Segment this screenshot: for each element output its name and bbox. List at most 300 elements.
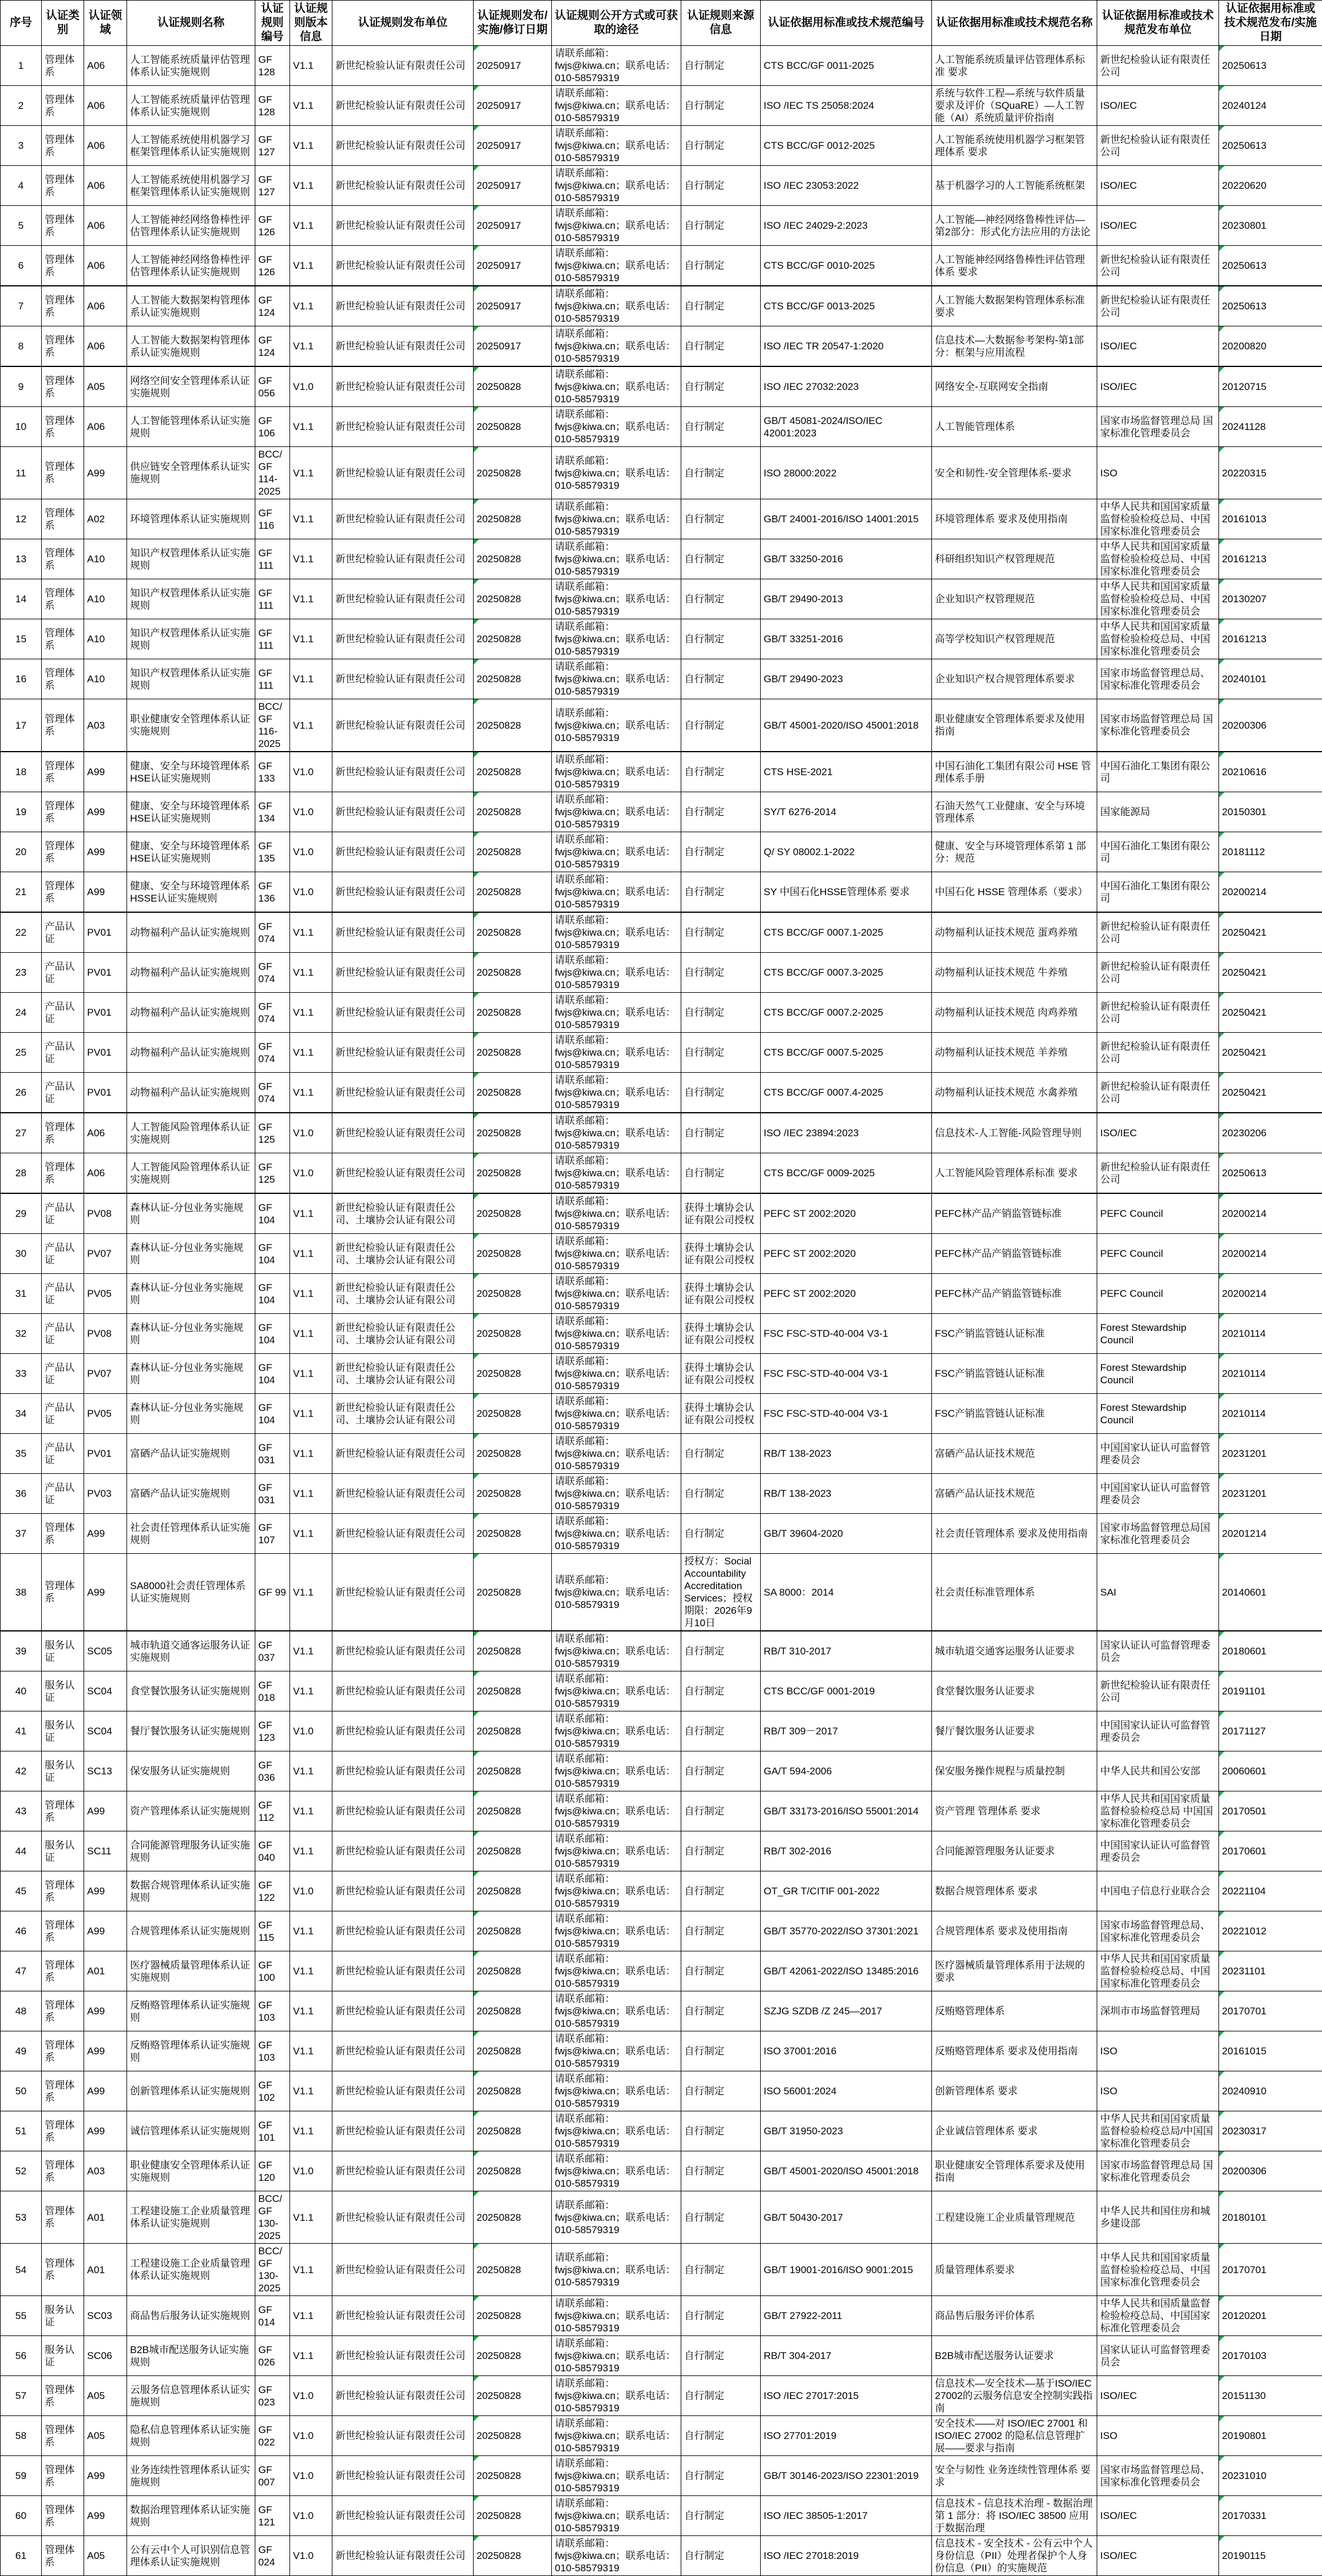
cell-index: 11 [1,447,42,499]
cell-rule-source: 自行制定 [681,499,761,539]
cell-rule-source: 自行制定 [681,1434,761,1474]
cell-rule-name: 人工智能系统质量评估管理体系认证实施规则 [127,46,255,86]
cell-rule-name: 动物福利产品认证实施规则 [127,993,255,1033]
cell-std-no: PEFC ST 2002:2020 [761,1234,932,1274]
table-row [1,407,1322,447]
cell-rule-access: 请联系邮箱：fwjs@kiwa.cn；联系电话：010-58579319 [552,579,681,619]
cell-rule-no: GF 128 [255,86,290,126]
cell-index: 4 [1,166,42,206]
cell-index: 9 [1,366,42,407]
cell-index: 55 [1,2296,42,2336]
cell-std-publisher: 国家市场监督管理总局、国家标准化管理委员会 [1097,1911,1219,1951]
cell-rule-name: 健康、安全与环境管理体系HSSE认证实施规则 [127,872,255,913]
cell-rule-publisher: 新世纪检验认证有限责任公司 [332,447,474,499]
cell-std-publisher: 中华人民共和国国家质量监督检验检疫总局/中国国家标准化管理委员会 [1097,2111,1219,2151]
cell-rule-date: 20250828 [474,366,552,407]
cell-rule-publisher: 新世纪检验认证有限责任公司 [332,1434,474,1474]
cell-rule-date: 20250828 [474,1434,552,1474]
cell-rule-date: 20250828 [474,2244,552,2296]
cell-rule-name: 知识产权管理体系认证实施规则 [127,539,255,579]
cell-rule-source: 自行制定 [681,752,761,792]
cell-cert-type: 管理体系 [42,1911,84,1951]
cell-std-no: RB/T 302-2016 [761,1831,932,1871]
cell-rule-no: GF 026 [255,2336,290,2376]
cell-std-no: ISO /IEC 24029-2:2023 [761,206,932,246]
table-row [1,1274,1322,1314]
cell-std-no: ISO 56001:2024 [761,2071,932,2111]
cell-rule-date: 20250828 [474,1514,552,1554]
cell-rule-no: GF 024 [255,2536,290,2576]
cell-rule-access: 请联系邮箱：fwjs@kiwa.cn；联系电话：010-58579319 [552,1033,681,1073]
cell-rule-version: V1.1 [290,2244,332,2296]
cell-rule-access: 请联系邮箱：fwjs@kiwa.cn；联系电话：010-58579319 [552,1153,681,1194]
cell-rule-date: 20250828 [474,1631,552,1671]
cell-std-publisher: 中华人民共和国国家质量监督检验检疫总局、中国国家标准化管理委员会 [1097,579,1219,619]
cell-rule-access: 请联系邮箱：fwjs@kiwa.cn；联系电话：010-58579319 [552,993,681,1033]
cell-std-name: 城市轨道交通客运服务认证要求 [932,1631,1097,1671]
cell-std-publisher: Forest Stewardship Council [1097,1314,1219,1354]
cell-rule-version: V1.0 [290,1113,332,1153]
cell-rule-publisher: 新世纪检验认证有限责任公司 [332,912,474,953]
cell-cert-type: 管理体系 [42,659,84,699]
cell-index: 17 [1,699,42,752]
cell-std-name: 安全和韧性-安全管理体系-要求 [932,447,1097,499]
cell-rule-source: 自行制定 [681,993,761,1033]
cell-rule-access: 请联系邮箱：fwjs@kiwa.cn；联系电话：010-58579319 [552,752,681,792]
cell-std-publisher: ISO [1097,2071,1219,2111]
table-row [1,246,1322,286]
cell-rule-version: V1.0 [290,832,332,872]
cell-rule-name: 富硒产品认证实施规则 [127,1474,255,1514]
cell-index: 33 [1,1354,42,1394]
cell-std-no: CTS BCC/GF 0007.2-2025 [761,993,932,1033]
cell-rule-version: V1.1 [290,407,332,447]
cell-std-publisher: Forest Stewardship Council [1097,1394,1219,1434]
cell-rule-version: V1.1 [290,2071,332,2111]
cell-rule-source: 自行制定 [681,126,761,166]
cell-cert-type: 产品认证 [42,1274,84,1314]
cell-rule-name: 诚信管理体系认证实施规则 [127,2111,255,2151]
cell-std-date: 20200820 [1219,326,1322,367]
cell-rule-publisher: 新世纪检验认证有限责任公司、土壤协会认证有限公司 [332,1193,474,1234]
cell-std-publisher: 新世纪检验认证有限责任公司 [1097,1033,1219,1073]
cell-rule-date: 20250828 [474,2191,552,2244]
cell-rule-source: 自行制定 [681,539,761,579]
cell-rule-date: 20250828 [474,499,552,539]
cell-index: 53 [1,2191,42,2244]
cell-std-no: CTS BCC/GF 0010-2025 [761,246,932,286]
cell-cert-field: A06 [84,126,127,166]
cell-rule-date: 20250828 [474,1911,552,1951]
cell-index: 27 [1,1113,42,1153]
cell-rule-publisher: 新世纪检验认证有限责任公司 [332,1631,474,1671]
cell-std-no: ISO /IEC 23053:2022 [761,166,932,206]
cell-rule-no: GF 111 [255,619,290,659]
cell-std-no: GB/T 33173-2016/ISO 55001:2014 [761,1791,932,1831]
cell-rule-publisher: 新世纪检验认证有限责任公司 [332,1991,474,2031]
cell-cert-field: A05 [84,2536,127,2576]
cell-rule-version: V1.1 [290,539,332,579]
cell-std-publisher: 中国石油化工集团有限公司 [1097,752,1219,792]
cell-cert-field: A10 [84,659,127,699]
cell-std-publisher: 新世纪检验认证有限责任公司 [1097,993,1219,1033]
cell-rule-publisher: 新世纪检验认证有限责任公司、土壤协会认证有限公司 [332,1274,474,1314]
cell-rule-date: 20250828 [474,407,552,447]
cell-rule-no: GF 111 [255,579,290,619]
cell-std-no: SY/T 6276-2014 [761,792,932,832]
cell-rule-access: 请联系邮箱：fwjs@kiwa.cn；联系电话：010-58579319 [552,1314,681,1354]
cell-std-no: GB/T 30146-2023/ISO 22301:2019 [761,2456,932,2496]
cell-std-publisher: ISO [1097,2031,1219,2071]
cell-std-name: 数据合规管理体系 要求 [932,1871,1097,1911]
cell-std-name: 职业健康安全管理体系要求及使用指南 [932,699,1097,752]
table-row [1,1113,1322,1153]
cell-std-name: 富硒产品认证技术规范 [932,1474,1097,1514]
cell-rule-no: GF 124 [255,326,290,367]
cell-rule-version: V1.1 [290,2191,332,2244]
cell-rule-name: 供应链安全管理体系认证实施规则 [127,447,255,499]
cell-rule-version: V1.1 [290,46,332,86]
cell-cert-field: A10 [84,579,127,619]
cell-std-date: 20181112 [1219,832,1322,872]
cell-rule-source: 自行制定 [681,1073,761,1113]
cell-std-no: PEFC ST 2002:2020 [761,1193,932,1234]
cell-rule-version: V1.1 [290,953,332,993]
table-row [1,1033,1322,1073]
cell-cert-field: A06 [84,407,127,447]
cell-rule-no: GF 101 [255,2111,290,2151]
cell-index: 7 [1,286,42,326]
cell-rule-version: V1.1 [290,1554,332,1631]
table-row [1,1234,1322,1274]
cell-cert-field: A06 [84,246,127,286]
cell-rule-access: 请联系邮箱：fwjs@kiwa.cn；联系电话：010-58579319 [552,326,681,367]
cell-std-publisher: 新世纪检验认证有限责任公司 [1097,912,1219,953]
cell-std-no: GB/T 29490-2023 [761,659,932,699]
cell-cert-field: A06 [84,166,127,206]
cell-rule-name: 城市轨道交通客运服务认证实施规则 [127,1631,255,1671]
table-row [1,699,1322,752]
cell-rule-publisher: 新世纪检验认证有限责任公司 [332,2296,474,2336]
cell-rule-access: 请联系邮箱：fwjs@kiwa.cn；联系电话：010-58579319 [552,46,681,86]
cell-rule-access: 请联系邮箱：fwjs@kiwa.cn；联系电话：010-58579319 [552,499,681,539]
cell-index: 1 [1,46,42,86]
cell-rule-name: 社会责任管理体系认证实施规则 [127,1514,255,1554]
cell-rule-source: 自行制定 [681,2416,761,2456]
cell-rule-access: 请联系邮箱：fwjs@kiwa.cn；联系电话：010-58579319 [552,2244,681,2296]
cell-cert-field: A99 [84,1911,127,1951]
cell-std-no: OT_GR T/CITIF 001-2022 [761,1871,932,1911]
cell-rule-publisher: 新世纪检验认证有限责任公司 [332,499,474,539]
cell-cert-type: 管理体系 [42,1871,84,1911]
cell-std-name: 安全与韧性 业务连续性管理体系 要求 [932,2456,1097,2496]
header-cert-type: 认证类别 [42,1,84,46]
cell-rule-no: GF 037 [255,1631,290,1671]
cell-rule-access: 请联系邮箱：fwjs@kiwa.cn；联系电话：010-58579319 [552,2296,681,2336]
cell-std-publisher: 中国石油化工集团有限公司 [1097,832,1219,872]
cell-rule-publisher: 新世纪检验认证有限责任公司 [332,2416,474,2456]
cell-rule-source: 获得土壤协会认证有限公司授权 [681,1394,761,1434]
cell-index: 46 [1,1911,42,1951]
cell-std-name: PEFC林产品产销监管链标准 [932,1234,1097,1274]
cell-rule-version: V1.1 [290,2031,332,2071]
cell-std-no: SY 中国石化HSSE管理体系 要求 [761,872,932,913]
cell-cert-field: SC11 [84,1831,127,1871]
cell-std-no: GB/T 45081-2024/ISO/IEC 42001:2023 [761,407,932,447]
cell-rule-version: V1.1 [290,166,332,206]
header-rule-access: 认证规则公开方式或可获取的途径 [552,1,681,46]
cell-cert-type: 管理体系 [42,2111,84,2151]
cell-std-name: 信息技术 - 信息技术治理 - 数据治理第 1 部分：将 ISO/IEC 38500 应用于数据治理 [932,2496,1097,2536]
cell-std-date: 20231201 [1219,1474,1322,1514]
cell-rule-version: V1.1 [290,2111,332,2151]
cell-rule-name: 知识产权管理体系认证实施规则 [127,659,255,699]
cell-rule-name: 资产管理体系认证实施规则 [127,1791,255,1831]
cell-std-date: 20170701 [1219,2244,1322,2296]
cell-index: 3 [1,126,42,166]
cell-rule-no: GF 120 [255,2151,290,2191]
table-row [1,1354,1322,1394]
cell-rule-no: GF 074 [255,1073,290,1113]
cell-std-no: RB/T 138-2023 [761,1474,932,1514]
cell-rule-source: 自行制定 [681,2031,761,2071]
cell-std-date: 20170103 [1219,2336,1322,2376]
cell-std-name: 人工智能神经网络鲁棒性评估管理体系 要求 [932,246,1097,286]
cell-rule-version: V1.1 [290,1193,332,1234]
cell-rule-publisher: 新世纪检验认证有限责任公司、土壤协会认证有限公司 [332,1234,474,1274]
cell-std-name: 动物福利认证技术规范 牛养殖 [932,953,1097,993]
cell-rule-access: 请联系邮箱：fwjs@kiwa.cn；联系电话：010-58579319 [552,2376,681,2416]
cell-rule-no: GF 104 [255,1314,290,1354]
cell-std-date: 20200306 [1219,699,1322,752]
cell-cert-type: 服务认证 [42,2296,84,2336]
cell-std-no: CTS BCC/GF 0011-2025 [761,46,932,86]
cell-std-no: RB/T 138-2023 [761,1434,932,1474]
cell-std-date: 20241128 [1219,407,1322,447]
cell-rule-source: 自行制定 [681,1911,761,1951]
cell-std-date: 20170331 [1219,2496,1322,2536]
cell-std-date: 20231010 [1219,2456,1322,2496]
cell-index: 28 [1,1153,42,1194]
cell-std-no: SZJG SZDB /Z 245—2017 [761,1991,932,2031]
cell-std-publisher: ISO [1097,2416,1219,2456]
cell-rule-name: 健康、安全与环境管理体系HSE认证实施规则 [127,792,255,832]
cell-rule-publisher: 新世纪检验认证有限责任公司、土壤协会认证有限公司 [332,1314,474,1354]
cell-rule-date: 20250828 [474,1871,552,1911]
table-row [1,1153,1322,1194]
cell-rule-publisher: 新世纪检验认证有限责任公司 [332,1514,474,1554]
cell-std-publisher: 新世纪检验认证有限责任公司 [1097,1671,1219,1711]
table-row [1,1751,1322,1791]
cell-rule-version: V1.1 [290,1234,332,1274]
cell-cert-type: 管理体系 [42,792,84,832]
cell-std-no: FSC FSC-STD-40-004 V3-1 [761,1354,932,1394]
cell-rule-access: 请联系邮箱：fwjs@kiwa.cn；联系电话：010-58579319 [552,1711,681,1751]
table-row [1,2111,1322,2151]
cell-index: 16 [1,659,42,699]
cell-std-publisher: 新世纪检验认证有限责任公司 [1097,953,1219,993]
cell-rule-name: 人工智能风险管理体系认证实施规则 [127,1113,255,1153]
cell-rule-publisher: 新世纪检验认证有限责任公司 [332,286,474,326]
cell-rule-version: V1.1 [290,1951,332,1991]
cell-std-name: PEFC林产品产销监管链标准 [932,1274,1097,1314]
cell-std-name: 富硒产品认证技术规范 [932,1434,1097,1474]
cell-rule-publisher: 新世纪检验认证有限责任公司 [332,699,474,752]
cell-rule-version: V1.1 [290,579,332,619]
cell-index: 40 [1,1671,42,1711]
cell-std-publisher: ISO/IEC [1097,1113,1219,1153]
cell-std-date: 20210114 [1219,1394,1322,1434]
cell-rule-version: V1.1 [290,699,332,752]
cell-rule-version: V1.1 [290,86,332,126]
cell-rule-source: 获得土壤协会认证有限公司授权 [681,1234,761,1274]
cell-rule-version: V1.1 [290,1033,332,1073]
cell-rule-name: 工程建设施工企业质量管理体系认证实施规则 [127,2244,255,2296]
cell-cert-field: A03 [84,2151,127,2191]
cell-cert-field: A99 [84,872,127,913]
cell-rule-source: 自行制定 [681,46,761,86]
cell-rule-date: 20250828 [474,2376,552,2416]
cell-rule-source: 自行制定 [681,2456,761,2496]
cell-rule-access: 请联系邮箱：fwjs@kiwa.cn；联系电话：010-58579319 [552,1631,681,1671]
cell-std-date: 20200214 [1219,1193,1322,1234]
cell-rule-publisher: 新世纪检验认证有限责任公司 [332,1073,474,1113]
cell-cert-type: 产品认证 [42,1434,84,1474]
cell-rule-name: 人工智能神经网络鲁棒性评估管理体系认证实施规则 [127,206,255,246]
cell-rule-name: 工程建设施工企业质量管理体系认证实施规则 [127,2191,255,2244]
cell-std-name: 保安服务操作规程与质量控制 [932,1751,1097,1791]
cell-cert-field: A10 [84,619,127,659]
cell-rule-version: V1.0 [290,792,332,832]
cell-rule-publisher: 新世纪检验认证有限责任公司 [332,2191,474,2244]
cell-rule-publisher: 新世纪检验认证有限责任公司 [332,1951,474,1991]
cell-rule-no: GF 134 [255,792,290,832]
cell-std-date: 20130207 [1219,579,1322,619]
cell-rule-date: 20250828 [474,1951,552,1991]
cell-cert-type: 管理体系 [42,1153,84,1194]
cell-cert-field: A06 [84,46,127,86]
cell-rule-no: BCC/GF 130-2025 [255,2191,290,2244]
cell-rule-date: 20250828 [474,1831,552,1871]
cell-rule-no: GF 104 [255,1274,290,1314]
cell-std-date: 20220620 [1219,166,1322,206]
cell-index: 26 [1,1073,42,1113]
cell-rule-publisher: 新世纪检验认证有限责任公司 [332,1554,474,1631]
cell-rule-no: GF 056 [255,366,290,407]
cell-rule-name: 数据合规管理体系认证实施规则 [127,1871,255,1911]
cell-std-publisher: 中华人民共和国国家质量监督检验检疫总局、中国国家标准化管理委员会 [1097,619,1219,659]
cell-cert-field: A10 [84,539,127,579]
cell-std-no: RB/T 304-2017 [761,2336,932,2376]
cell-rule-source: 自行制定 [681,1951,761,1991]
cell-cert-field: A99 [84,1514,127,1554]
cell-std-publisher: Forest Stewardship Council [1097,1354,1219,1394]
cell-rule-no: BCC/GF 116-2025 [255,699,290,752]
header-std-date: 认证依据用标准或技术规范发布/实施日期 [1219,1,1322,46]
cell-rule-publisher: 新世纪检验认证有限责任公司 [332,326,474,367]
cell-cert-type: 服务认证 [42,1671,84,1711]
cell-rule-source: 自行制定 [681,1991,761,2031]
cell-rule-source: 自行制定 [681,659,761,699]
cell-index: 22 [1,912,42,953]
cell-rule-name: 森林认证-分包业务实施规则 [127,1354,255,1394]
cell-rule-name: 公有云中个人可识别信息管理体系认证实施规则 [127,2536,255,2576]
cell-index: 48 [1,1991,42,2031]
cell-rule-publisher: 新世纪检验认证有限责任公司 [332,2376,474,2416]
cell-rule-name: 数据治理管理体系认证实施规则 [127,2496,255,2536]
cell-rule-no: GF 106 [255,407,290,447]
table-row [1,539,1322,579]
cell-index: 21 [1,872,42,913]
cell-std-no: CTS BCC/GF 0013-2025 [761,286,932,326]
cell-rule-no: GF 103 [255,1991,290,2031]
cell-rule-no: GF 036 [255,1751,290,1791]
cell-index: 45 [1,1871,42,1911]
cell-rule-publisher: 新世纪检验认证有限责任公司 [332,539,474,579]
cell-rule-date: 20250917 [474,246,552,286]
cell-rule-source: 自行制定 [681,326,761,367]
cell-rule-source: 自行制定 [681,792,761,832]
cell-rule-no: GF 031 [255,1474,290,1514]
cell-cert-field: A99 [84,1554,127,1631]
cell-rule-version: V1.1 [290,1671,332,1711]
cell-cert-field: SC04 [84,1711,127,1751]
cell-std-date: 20250613 [1219,286,1322,326]
cell-std-publisher: ISO [1097,447,1219,499]
cell-rule-date: 20250828 [474,2416,552,2456]
cell-rule-publisher: 新世纪检验认证有限责任公司 [332,86,474,126]
cell-cert-type: 管理体系 [42,579,84,619]
cell-index: 36 [1,1474,42,1514]
cell-rule-no: GF 127 [255,166,290,206]
cell-rule-access: 请联系邮箱：fwjs@kiwa.cn；联系电话：010-58579319 [552,792,681,832]
table-row [1,2416,1322,2456]
cell-cert-type: 产品认证 [42,1354,84,1394]
cell-rule-no: GF 133 [255,752,290,792]
cell-std-name: 合规管理体系 要求及使用指南 [932,1911,1097,1951]
cell-rule-source: 自行制定 [681,832,761,872]
cell-rule-date: 20250828 [474,993,552,1033]
cell-rule-source: 自行制定 [681,2376,761,2416]
cell-std-publisher: PEFC Council [1097,1193,1219,1234]
cell-std-name: 社会责任管理体系 要求及使用指南 [932,1514,1097,1554]
cell-rule-access: 请联系邮箱：fwjs@kiwa.cn；联系电话：010-58579319 [552,1434,681,1474]
cell-rule-source: 自行制定 [681,2336,761,2376]
cell-rule-access: 请联系邮箱：fwjs@kiwa.cn；联系电话：010-58579319 [552,166,681,206]
cell-cert-type: 管理体系 [42,1791,84,1831]
table-row [1,1951,1322,1991]
table-row [1,2191,1322,2244]
cell-std-name: 质量管理体系要求 [932,2244,1097,2296]
cell-cert-type: 管理体系 [42,246,84,286]
cell-rule-date: 20250828 [474,2496,552,2536]
cell-cert-type: 产品认证 [42,1033,84,1073]
cell-std-date: 20210616 [1219,752,1322,792]
table-row [1,1631,1322,1671]
cell-rule-name: 人工智能风险管理体系认证实施规则 [127,1153,255,1194]
cell-rule-no: BCC/GF 114-2025 [255,447,290,499]
cell-index: 52 [1,2151,42,2191]
cell-rule-date: 20250828 [474,619,552,659]
cell-rule-access: 请联系邮箱：fwjs@kiwa.cn；联系电话：010-58579319 [552,2071,681,2111]
cell-rule-date: 20250828 [474,2336,552,2376]
cell-rule-access: 请联系邮箱：fwjs@kiwa.cn；联系电话：010-58579319 [552,2336,681,2376]
cell-rule-publisher: 新世纪检验认证有限责任公司 [332,2336,474,2376]
cell-rule-no: GF 103 [255,2031,290,2071]
cell-rule-access: 请联系邮箱：fwjs@kiwa.cn；联系电话：010-58579319 [552,659,681,699]
header-std-no: 认证依据用标准或技术规范编号 [761,1,932,46]
cell-cert-type: 管理体系 [42,1554,84,1631]
